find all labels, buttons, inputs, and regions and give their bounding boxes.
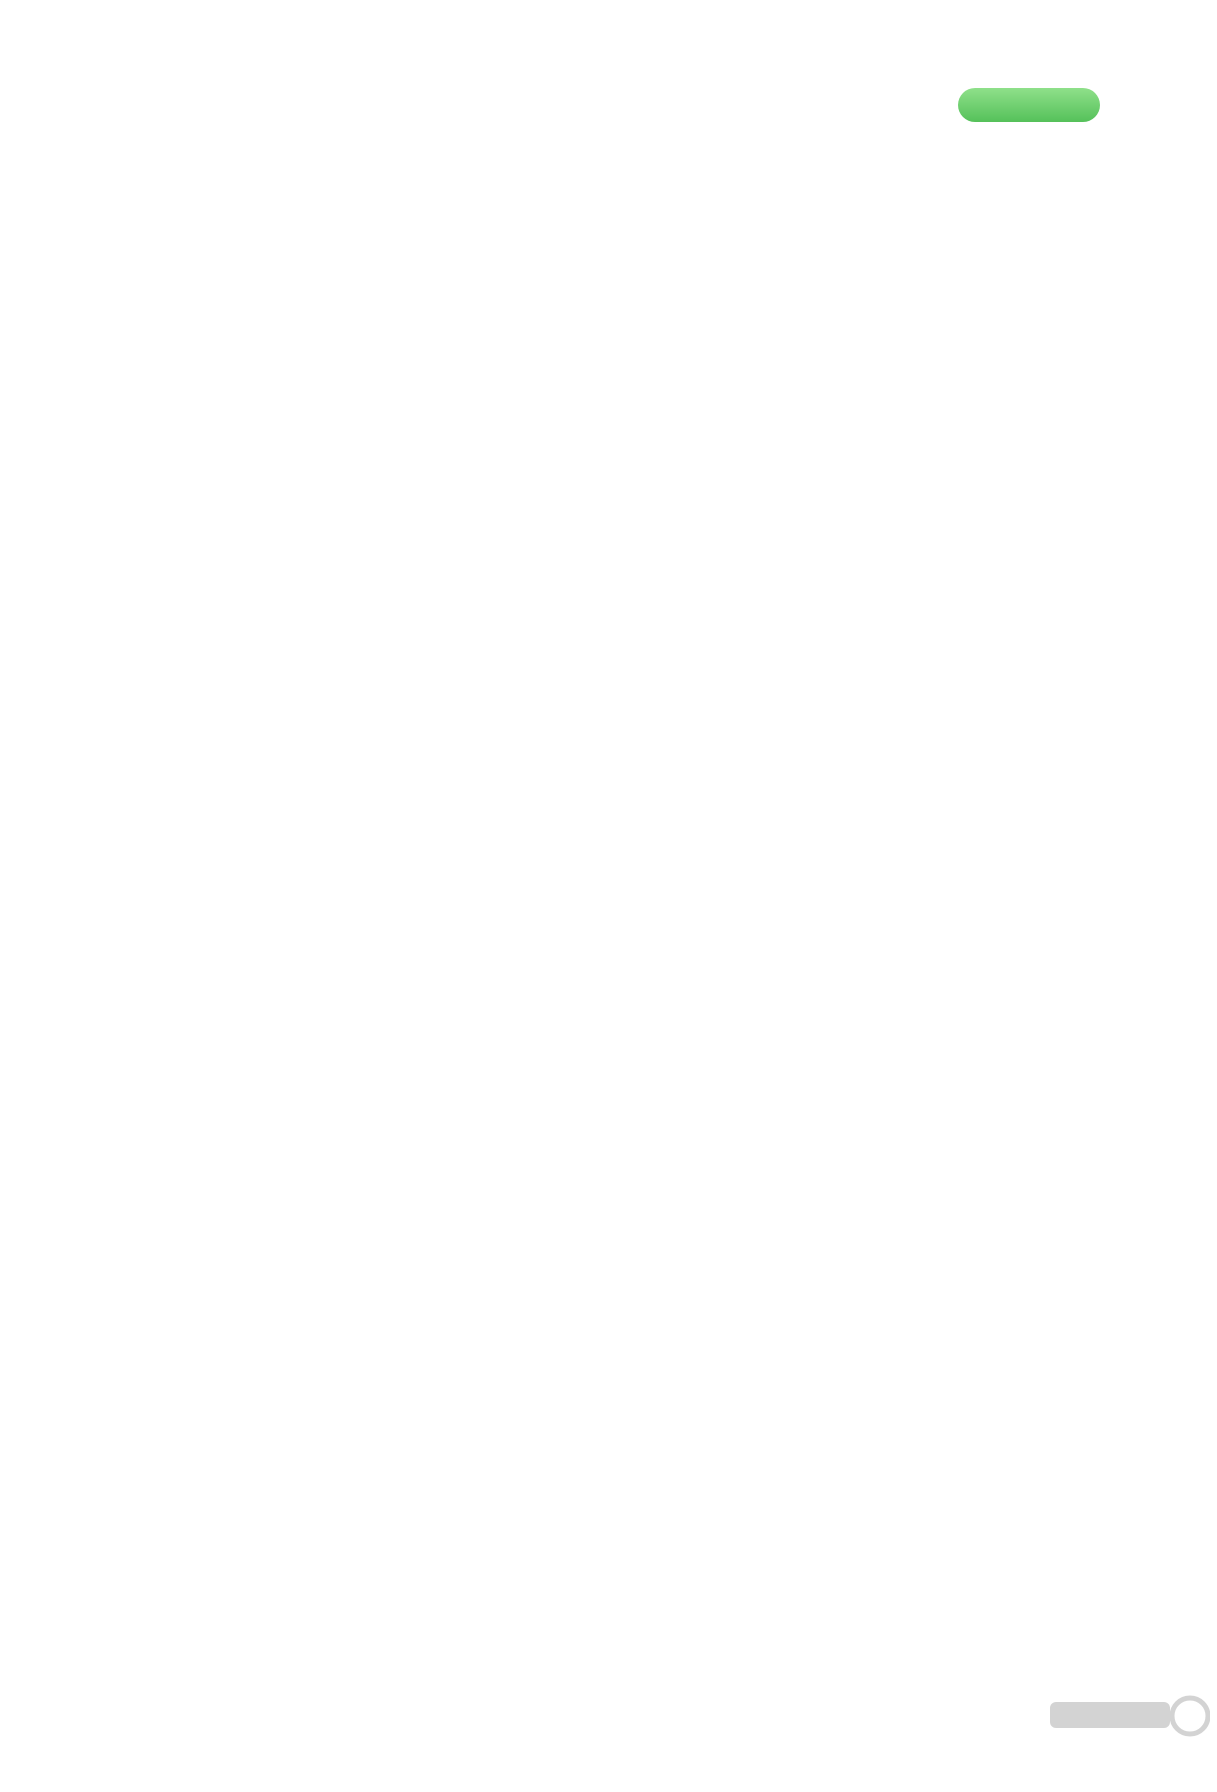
- page-content: [118, 152, 1098, 329]
- instruction-text: [118, 291, 1098, 329]
- section-badge: [958, 88, 1100, 122]
- grade-heading: [118, 171, 1098, 229]
- unit-heading: [118, 229, 1098, 291]
- watermark-logo: [1040, 1688, 1210, 1784]
